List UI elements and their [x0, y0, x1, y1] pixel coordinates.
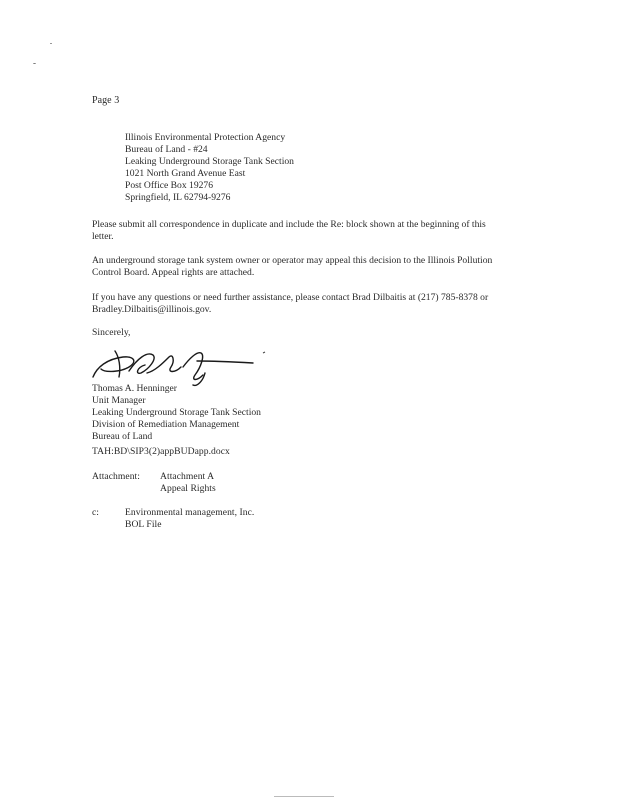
cc-label: c:	[92, 507, 100, 518]
paragraph-line: If you have any questions or need further assistance, please contact Brad Dilbaitis at (217) 785-8378 or	[92, 292, 489, 303]
signer-name: Thomas A. Henninger	[92, 383, 177, 394]
attachment-item: Attachment A	[160, 471, 215, 482]
address-line: Springfield, IL 62794-9276	[125, 192, 231, 203]
scan-speck	[50, 43, 52, 44]
signer-bureau: Bureau of Land	[92, 431, 153, 442]
cc-item: BOL File	[125, 519, 162, 530]
reference-initials: TAH:BD\SIP3(2)appBUDapp.docx	[92, 446, 230, 457]
attachment-item: Appeal Rights	[160, 483, 216, 494]
signer-section: Leaking Underground Storage Tank Section	[92, 407, 261, 418]
address-line: Leaking Underground Storage Tank Section	[125, 156, 294, 167]
handwritten-signature	[85, 337, 275, 387]
cc-item: Environmental management, Inc.	[125, 507, 255, 518]
paragraph-line: Control Board. Appeal rights are attached.	[92, 267, 255, 279]
scan-speck	[274, 796, 334, 797]
appeal-paragraph	[92, 255, 562, 279]
signer-division: Division of Remediation Management	[92, 419, 240, 430]
paragraph-line: An underground storage tank system owner or operator may appeal this decision to the Illinois Pollution	[92, 255, 493, 266]
paragraph-line: letter.	[92, 231, 114, 243]
closing-salutation: Sincerely,	[92, 327, 131, 338]
contact-paragraph	[92, 292, 562, 316]
page-number: Page 3	[92, 95, 120, 106]
paragraph-line: Bradley.Dilbaitis@illinois.gov.	[92, 304, 212, 316]
signer-title: Unit Manager	[92, 395, 146, 406]
address-line: Post Office Box 19276	[125, 180, 214, 191]
duplicate-instructions-paragraph	[92, 219, 562, 243]
address-line: Illinois Environmental Protection Agency	[125, 132, 286, 143]
attachment-label: Attachment:	[92, 471, 140, 482]
scan-speck	[33, 63, 36, 64]
paragraph-line: Please submit all correspondence in duplicate and include the Re: block shown at the beginning of this	[92, 219, 486, 230]
signer-block	[92, 383, 261, 443]
address-line: 1021 North Grand Avenue East	[125, 168, 246, 179]
address-line: Bureau of Land - #24	[125, 144, 208, 155]
recipient-address-block	[125, 132, 294, 204]
